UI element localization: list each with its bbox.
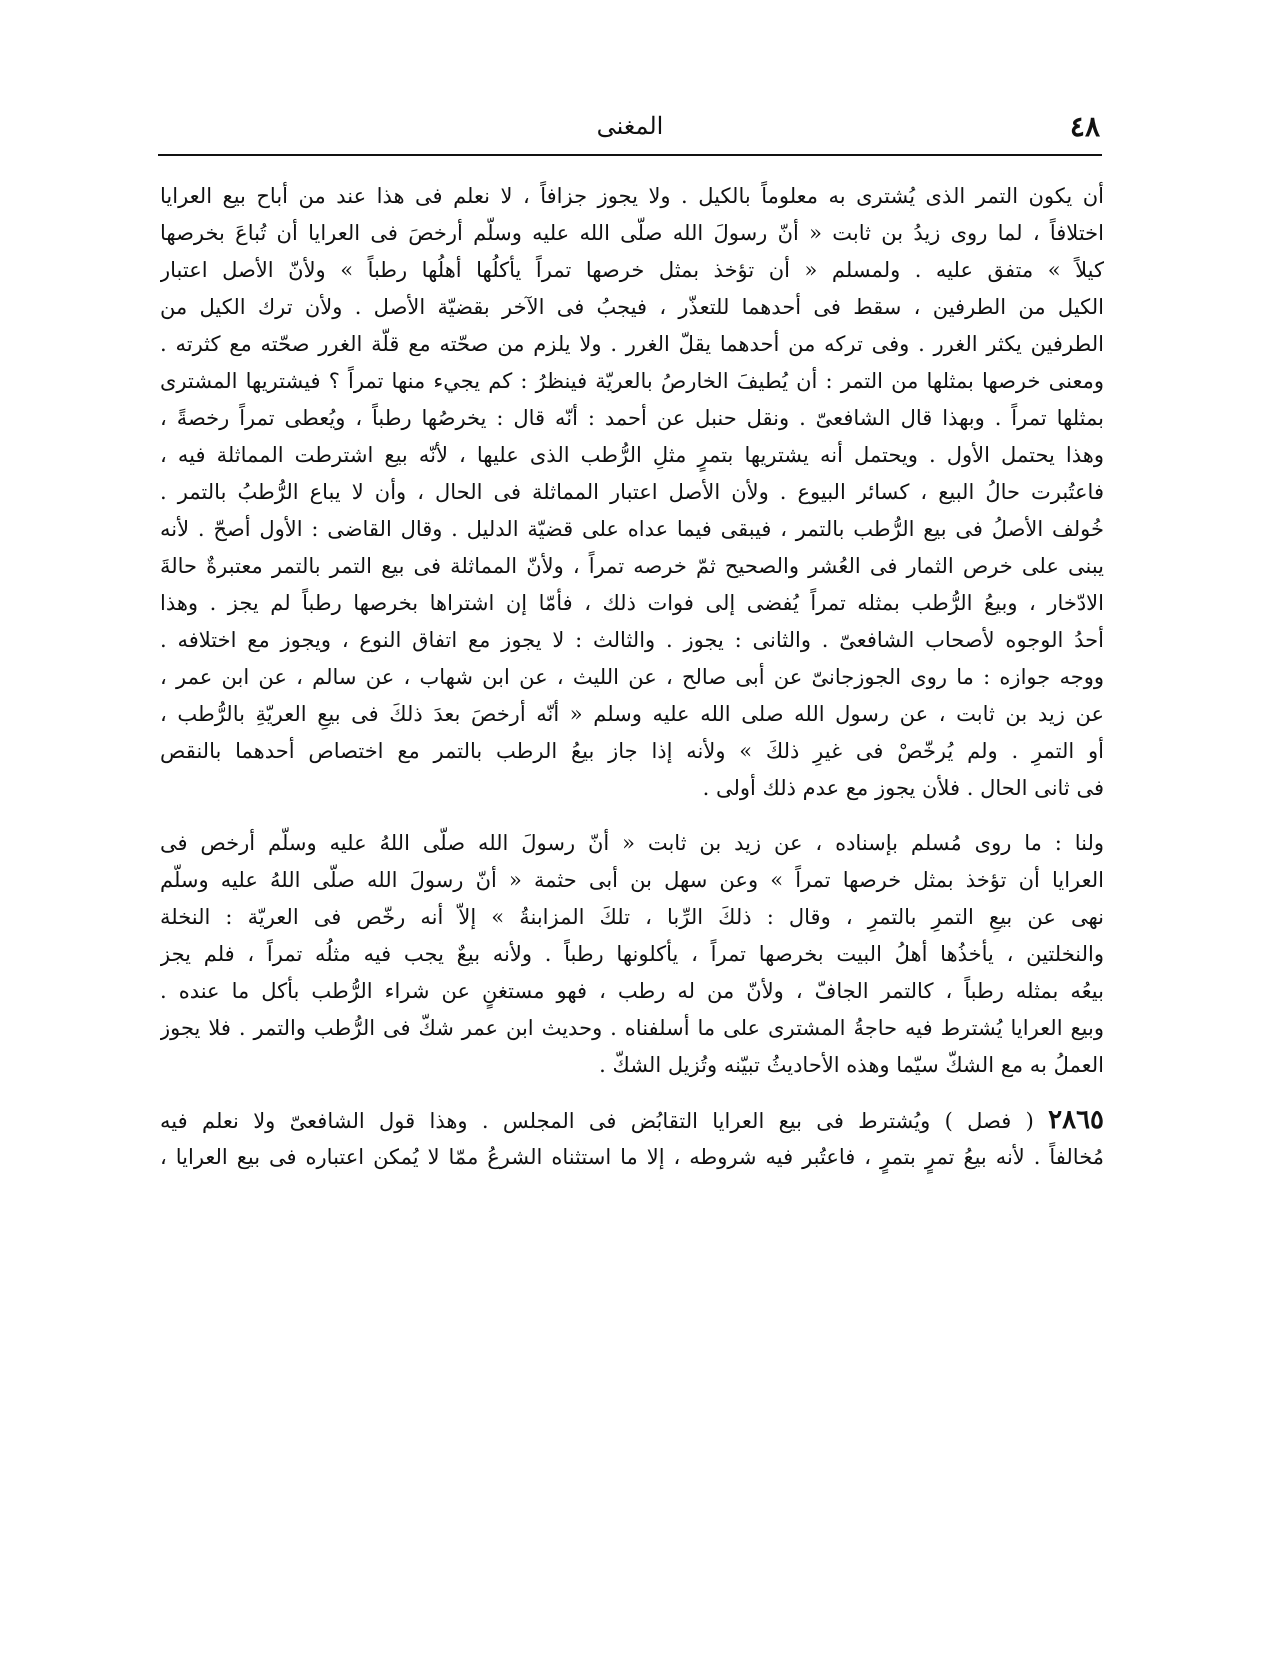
text-line: فاعتُبرت حالُ البيع ، كسائر البيوع . ولأن الأصل اعتبار المماثلة فى الحال ، وأن لا يباع الرُّطبُ بالتمر .	[160, 480, 1104, 504]
text-line: أن يكون التمر الذى يُشترى به معلوماً بالكيل . ولا يجوز جزافاً ، لا نعلم فى هذا عند من أباح بيع العرايا	[160, 184, 1104, 208]
text-line: ولنا : ما روى مُسلم بإسناده ، عن زيد بن ثابت « أنّ رسولَ الله صلّى اللهُ عليه وسلّم أرخص فى	[160, 831, 1104, 855]
section-2865	[160, 1102, 1104, 1176]
text-line: بيعُه بمثله رطباً ، كالتمر الجافّ ، ولأنّ من له رطب ، فهو مستغنٍ عن شراء الرُّطب بأكل ما عنده .	[160, 979, 1104, 1003]
paragraph-2	[160, 825, 1104, 1084]
header-rule	[158, 154, 1102, 156]
paragraph-1	[160, 178, 1104, 807]
text-line: اختلافاً ، لما روى زيدُ بن ثابت « أنّ رسولَ الله صلّى الله عليه وسلّم أرخصَ فى العرايا أن تُباعَ بخرصها	[160, 221, 1104, 245]
running-title: المغنى	[596, 112, 664, 140]
text-line: العرايا أن تؤخذ بمثل خرصها تمراً » وعن سهل بن أبى حثمة « أنّ رسولَ الله صلّى اللهُ عليه وسلّم	[160, 868, 1104, 892]
text-line: الادّخار ، وبيعُ الرُّطب بمثله تمراً يُفضى إلى فوات ذلك ، فأمّا إن اشتراها بخرصها رطباً لم يجز . وهذا	[160, 591, 1104, 615]
page-header	[160, 108, 1100, 148]
text-line: عن زيد بن ثابت ، عن رسول الله صلى الله عليه وسلم « أنّه أرخصَ بعدَ ذلكَ فى بيعِ العريّةِ بالرُّطب ،	[160, 702, 1104, 726]
text-line: خُولف الأصلُ فى بيع الرُّطب بالتمر ، فيبقى فيما عداه على قضيّة الدليل . وقال القاضى : الأول أصحّ . لأنه	[160, 517, 1104, 541]
text-line: كيلاً » متفق عليه . ولمسلم « أن تؤخذ بمثل خرصها تمراً يأكلُها أهلُها رطباً » ولأنّ الأصل اعتبار	[160, 258, 1104, 282]
section-label: ( فصل )	[944, 1109, 1034, 1133]
text-line: فى ثانى الحال . فلأن يجوز مع عدم ذلك أولى .	[702, 776, 1104, 800]
body-text	[160, 178, 1104, 1176]
text-line: والنخلتين ، يأخذُها أهلُ البيت بخرصها تمراً ، يأكلونها رطباً . ولأنه بيعٌ يجب فيه مثلُه تمراً ، فلم يجز	[160, 942, 1104, 966]
page-number: ٤٨	[1069, 110, 1100, 143]
text-line: الطرفين يكثر الغرر . وفى تركه من أحدهما يقلّ الغرر . ولا يلزم من صحّته مع قلّة الغرر صحّته مع كثرته .	[160, 332, 1104, 356]
text-line: أحدُ الوجوه لأصحاب الشافعىّ . والثانى : يجوز . والثالث : لا يجوز مع اتفاق النوع ، ويجوز مع اختلافه .	[160, 628, 1104, 652]
section-text: ويُشترط فى بيع العرايا التقابُض فى المجلس . وهذا قول الشافعىّ ولا نعلم فيه	[160, 1109, 931, 1133]
text-line: أو التمرِ . ولم يُرخّصْ فى غيرِ ذلكَ » ولأنه إذا جاز بيعُ الرطب بالتمر مع اختصاص أحدهما بالنقص	[160, 739, 1104, 763]
text-line: ومعنى خرصها بمثلها من التمر : أن يُطيفَ الخارصُ بالعريّة فينظرُ : كم يجيء منها تمراً ؟ فيشتريها المشترى	[160, 369, 1104, 393]
text-line: وهذا يحتمل الأول . ويحتمل أنه يشتريها بتمرٍ مثلِ الرُّطب الذى عليها ، لأنّه بيع اشترطت المماثلة فيه ،	[160, 443, 1104, 467]
text-line: العملُ به مع الشكّ سيّما وهذه الأحاديثُ تبيّنه وتُزيل الشكّ .	[599, 1053, 1104, 1077]
text-line: يبنى على خرص الثمار فى العُشر والصحيح ثمّ خرصه تمراً ، ولأنّ المماثلة فى بيع التمر بالتمر معتبرةٌ حالةَ	[160, 554, 1104, 578]
text-line: ووجه جوازه : ما روى الجوزجانىّ عن أبى صالح ، عن الليث ، عن ابن شهاب ، عن سالم ، عن ابن عمر ،	[160, 665, 1104, 689]
text-line: نهى عن بيعِ التمرِ بالتمرِ ، وقال : ذلكَ الرِّبا ، تلكَ المزابنةُ » إلاّ أنه رخّص فى العريّة : النخلة	[160, 905, 1104, 929]
text-line: وبيع العرايا يُشترط فيه حاجةُ المشترى على ما أسلفناه . وحديث ابن عمر شكّ فى الرُّطب والتمر . فلا يجوز	[160, 1016, 1104, 1040]
text-line: مُخالفاً . لأنه بيعُ تمرٍ بتمرٍ ، فاعتُبر فيه شروطه ، إلا ما استثناه الشرعُ ممّا لا يُمكن اعتباره فى بيع العرايا ،	[160, 1145, 1104, 1169]
text-line: بمثلها تمراً . وبهذا قال الشافعىّ . ونقل حنبل عن أحمد : أنّه قال : يخرصُها رطباً ، ويُعطى تمراً رخصةً ،	[160, 406, 1104, 430]
section-number: ٢٨٦٥	[1048, 1105, 1104, 1135]
text-line	[160, 1102, 1104, 1139]
text-line: الكيل من الطرفين ، سقط فى أحدهما للتعذّر ، فيجبُ فى الآخر بقضيّة الأصل . ولأن ترك الكيل من	[160, 295, 1104, 319]
